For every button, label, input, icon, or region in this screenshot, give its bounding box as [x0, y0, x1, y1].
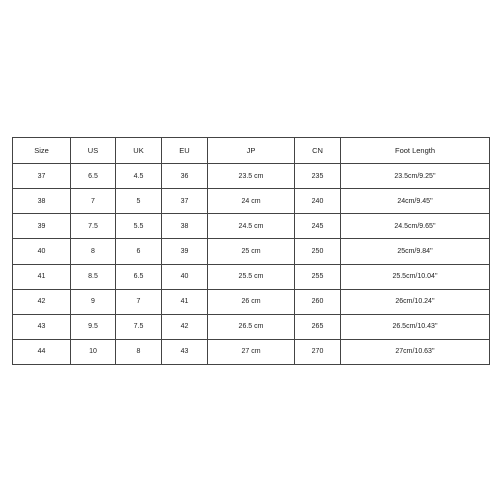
cell-jp: 25.5 cm [208, 264, 295, 289]
cell-cn: 245 [295, 214, 341, 239]
cell-cn: 235 [295, 164, 341, 189]
cell-jp: 26.5 cm [208, 314, 295, 339]
cell-size: 38 [13, 189, 71, 214]
cell-cn: 250 [295, 239, 341, 264]
cell-us: 7 [71, 189, 116, 214]
cell-eu: 37 [162, 189, 208, 214]
cell-us: 8 [71, 239, 116, 264]
cell-eu: 41 [162, 289, 208, 314]
header-us: US [71, 138, 116, 164]
header-cn: CN [295, 138, 341, 164]
cell-jp: 25 cm [208, 239, 295, 264]
cell-foot-length: 24cm/9.45'' [341, 189, 490, 214]
cell-jp: 27 cm [208, 339, 295, 364]
table-row [13, 314, 490, 339]
cell-size: 42 [13, 289, 71, 314]
cell-us: 9.5 [71, 314, 116, 339]
header-eu: EU [162, 138, 208, 164]
cell-foot-length: 26cm/10.24'' [341, 289, 490, 314]
size-chart-table [12, 137, 490, 365]
cell-us: 10 [71, 339, 116, 364]
cell-foot-length: 23.5cm/9.25'' [341, 164, 490, 189]
cell-cn: 255 [295, 264, 341, 289]
cell-jp: 23.5 cm [208, 164, 295, 189]
header-size: Size [13, 138, 71, 164]
cell-cn: 240 [295, 189, 341, 214]
cell-eu: 42 [162, 314, 208, 339]
cell-jp: 26 cm [208, 289, 295, 314]
table-row [13, 189, 490, 214]
table-row [13, 239, 490, 264]
cell-eu: 39 [162, 239, 208, 264]
cell-uk: 7.5 [116, 314, 162, 339]
cell-us: 7.5 [71, 214, 116, 239]
cell-jp: 24.5 cm [208, 214, 295, 239]
cell-uk: 6.5 [116, 264, 162, 289]
cell-uk: 5.5 [116, 214, 162, 239]
cell-foot-length: 26.5cm/10.43'' [341, 314, 490, 339]
table-row [13, 164, 490, 189]
cell-jp: 24 cm [208, 189, 295, 214]
cell-size: 41 [13, 264, 71, 289]
cell-eu: 36 [162, 164, 208, 189]
table-row [13, 339, 490, 364]
header-foot-length: Foot Length [341, 138, 490, 164]
cell-eu: 43 [162, 339, 208, 364]
table-row [13, 214, 490, 239]
cell-size: 40 [13, 239, 71, 264]
cell-size: 37 [13, 164, 71, 189]
cell-size: 43 [13, 314, 71, 339]
cell-size: 39 [13, 214, 71, 239]
cell-us: 9 [71, 289, 116, 314]
cell-uk: 5 [116, 189, 162, 214]
cell-eu: 38 [162, 214, 208, 239]
cell-foot-length: 25cm/9.84'' [341, 239, 490, 264]
cell-us: 6.5 [71, 164, 116, 189]
header-jp: JP [208, 138, 295, 164]
cell-foot-length: 24.5cm/9.65'' [341, 214, 490, 239]
cell-uk: 8 [116, 339, 162, 364]
cell-size: 44 [13, 339, 71, 364]
cell-uk: 7 [116, 289, 162, 314]
table-header-row [13, 138, 490, 164]
cell-eu: 40 [162, 264, 208, 289]
header-uk: UK [116, 138, 162, 164]
cell-us: 8.5 [71, 264, 116, 289]
table-row [13, 264, 490, 289]
cell-foot-length: 25.5cm/10.04'' [341, 264, 490, 289]
cell-uk: 6 [116, 239, 162, 264]
cell-uk: 4.5 [116, 164, 162, 189]
cell-cn: 265 [295, 314, 341, 339]
cell-cn: 260 [295, 289, 341, 314]
cell-foot-length: 27cm/10.63'' [341, 339, 490, 364]
table-row [13, 289, 490, 314]
cell-cn: 270 [295, 339, 341, 364]
